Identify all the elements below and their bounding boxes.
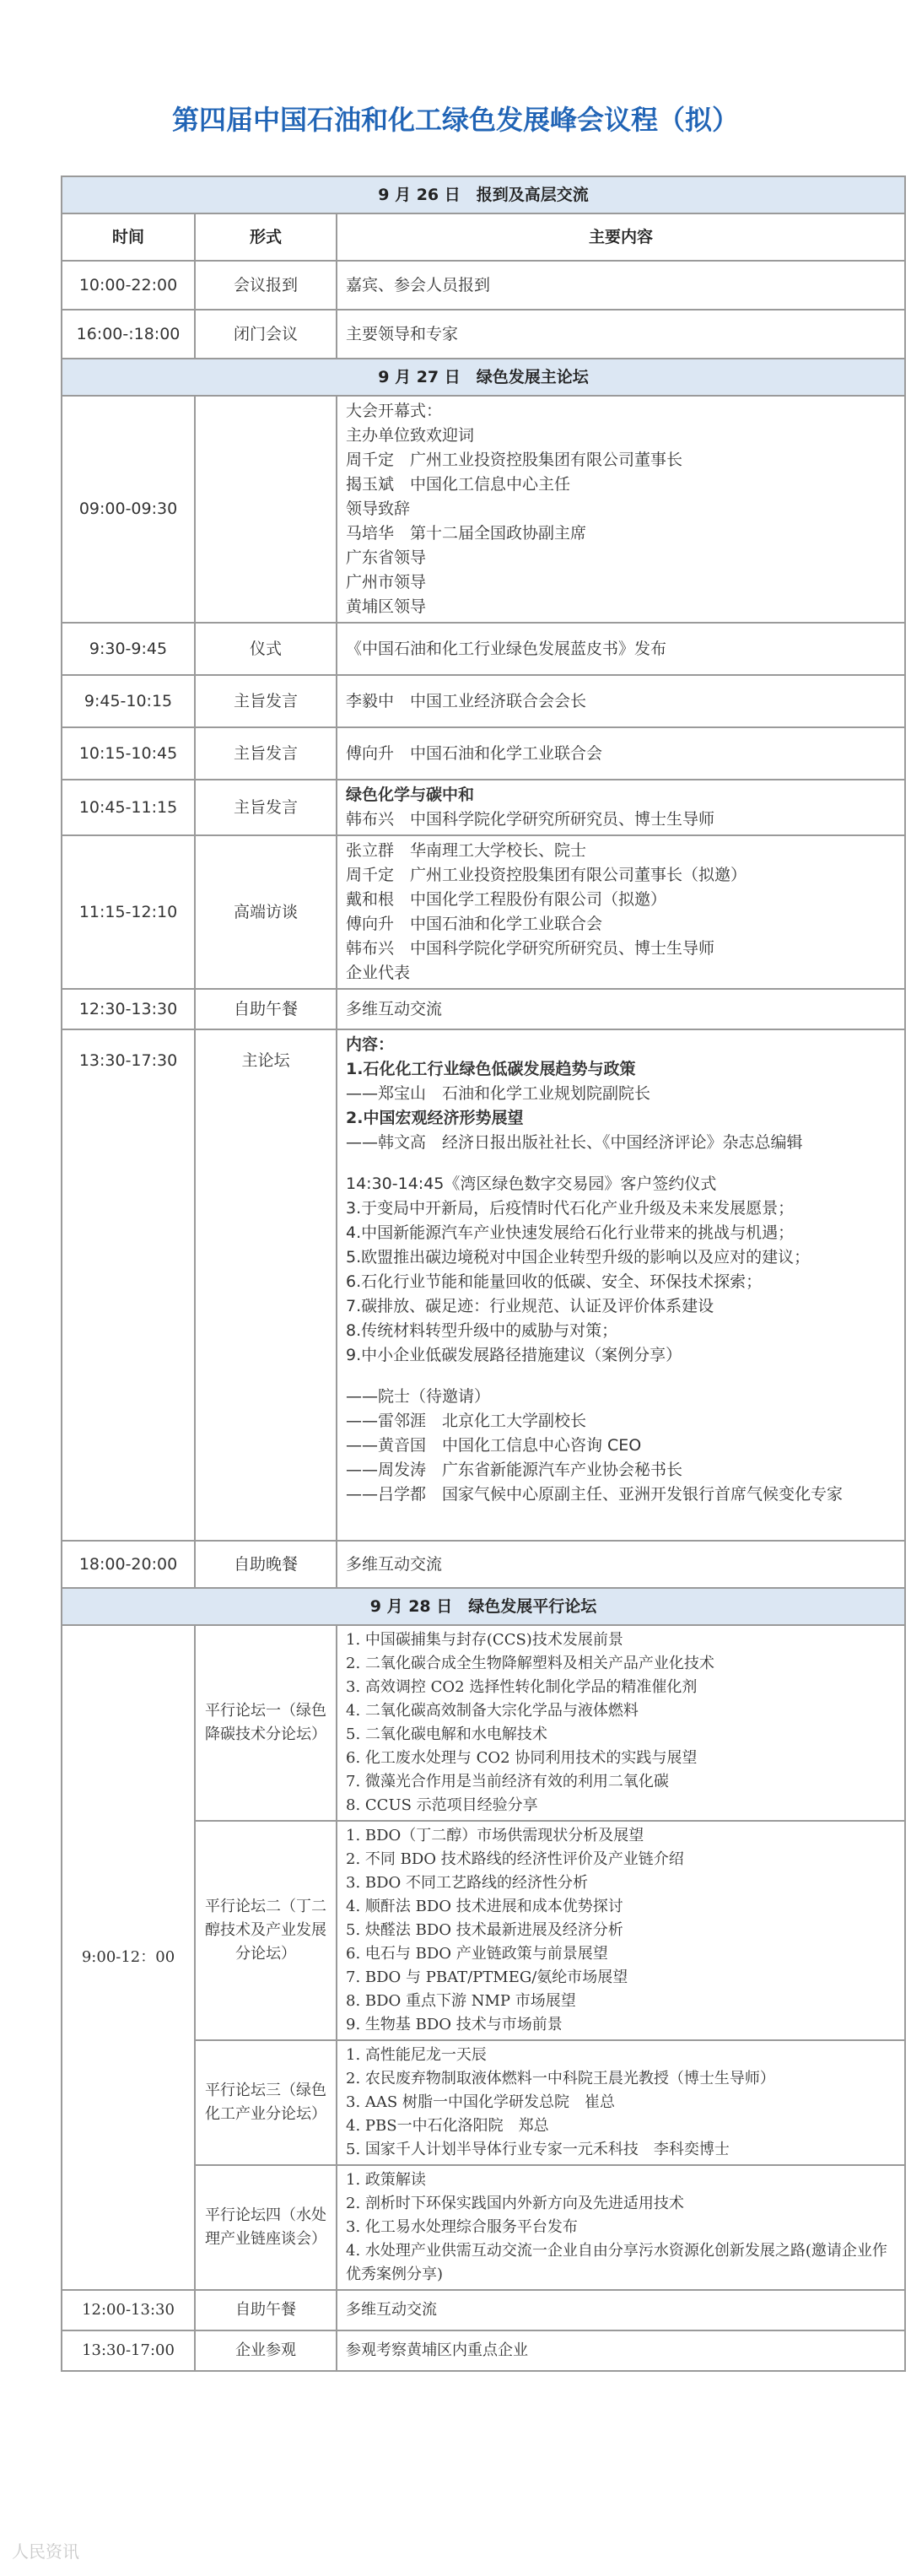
time-cell: 10:15-10:45 [62, 727, 195, 780]
content-line: 5.欧盟推出碳边境税对中国企业转型升级的影响以及应对的建议； [346, 1248, 811, 1266]
content-cell [337, 2330, 905, 2371]
content-cell [337, 261, 905, 310]
content-line: 广东省领导 [346, 548, 427, 567]
content-line: 1. 高性能尼龙一天辰 [346, 2046, 487, 2064]
type-cell: 高端访谈 [195, 835, 337, 989]
type-cell: 企业参观 [195, 2330, 337, 2371]
content-line: 6. 化工废水处理与 CO2 协同利用技术的实践与展望 [346, 1749, 698, 1767]
content-line: 7. 微藻光合作用是当前经济有效的利用二氧化碳 [346, 1773, 669, 1790]
content-line: 7. BDO 与 PBAT/PTMEG/氨纶市场展望 [346, 1968, 628, 1986]
type-cell: 自助午餐 [195, 2290, 337, 2330]
content-line: 傅向升 中国石油和化学工业联合会 [346, 743, 603, 763]
content-line: ——周发涛 广东省新能源汽车产业协会秘书长 [346, 1461, 683, 1479]
content-line: 1. BDO（丁二醇）市场供需现状分析及展望 [346, 1827, 644, 1844]
content-line: ——院士（待邀请） [346, 1387, 491, 1406]
content-line: 3. AAS 树脂一中国化学研发总院 崔总 [346, 2093, 615, 2111]
time-cell: 9:30-9:45 [62, 623, 195, 675]
type-cell: 主旨发言 [195, 727, 337, 780]
content-line: 4. 顺酐法 BDO 技术进展和成本优势探讨 [346, 1898, 623, 1915]
content-line: 1. 中国碳捕集与封存(CCS)技术发展前景 [346, 1631, 623, 1649]
content-line: 5. 国家千人计划半导体行业专家一元禾科技 李科奕博士 [346, 2141, 730, 2158]
content-cell [337, 675, 905, 727]
time-cell: 10:45-11:15 [62, 780, 195, 835]
forum-topics [346, 1033, 896, 1155]
time-cell: 12:30-13:30 [62, 989, 195, 1029]
type-cell: 主旨发言 [195, 780, 337, 835]
type-cell [195, 396, 337, 623]
content-line: 9. 生物基 BDO 技术与市场前景 [346, 2016, 563, 2033]
content-line: 2. 剖析时下环保实践国内外新方向及先进适用技术 [346, 2195, 684, 2212]
time-cell: 9:00-12：00 [62, 1625, 195, 2290]
content-line: 领导致辞 [346, 500, 411, 518]
type-cell: 自助晚餐 [195, 1541, 337, 1588]
type-cell: 自助午餐 [195, 989, 337, 1029]
table-row [62, 1625, 905, 1821]
table-row [62, 1541, 905, 1588]
table-row [62, 396, 905, 623]
day-heading: 9 月 26 日 报到及高层交流 [62, 176, 905, 213]
content-line: 多维互动交流 [346, 2301, 437, 2319]
type-cell: 平行论坛四（水处理产业链座谈会） [195, 2165, 337, 2290]
content-line: ——郑宝山 石油和化学工业规划院副院长 [346, 1084, 651, 1103]
forum-agenda [346, 1172, 896, 1368]
content-line: 2. 农民废弃物制取液体燃料一中科院王晨光教授（博士生导师） [346, 2070, 775, 2087]
time-cell: 9:45-10:15 [62, 675, 195, 727]
content-cell [337, 780, 905, 835]
content-line: 黄埔区领导 [346, 597, 427, 616]
content-line: 2.中国宏观经济形势展望 [346, 1109, 524, 1127]
type-cell: 平行论坛二（丁二醇技术及产业发展分论坛） [195, 1821, 337, 2040]
type-cell: 平行论坛一（绿色降碳技术分论坛） [195, 1625, 337, 1821]
content-line: 《中国石油和化工行业绿色发展蓝皮书》发布 [346, 639, 667, 658]
content-line: ——雷邻涯 北京化工大学副校长 [346, 1412, 587, 1430]
day-heading: 9 月 27 日 绿色发展主论坛 [62, 359, 905, 396]
content-line: 3. 高效调控 CO2 选择性转化制化学品的精准催化剂 [346, 1678, 698, 1696]
content-line: 周千定 广州工业投资控股集团有限公司董事长 [346, 451, 683, 469]
content-line: 马培华 第十二届全国政协副主席 [346, 524, 587, 543]
content-line: ——韩文高 经济日报出版社社长、《中国经济评论》杂志总编辑 [346, 1133, 803, 1152]
column-header-content: 主要内容 [337, 213, 905, 261]
content-line: 韩布兴 中国科学院化学研究所研究员、博士生导师 [346, 810, 715, 829]
content-line: 6. 电石与 BDO 产业链政策与前景展望 [346, 1945, 608, 1963]
content-line: 主办单位致欢迎词 [346, 426, 475, 445]
content-line: 多维互动交流 [346, 1554, 443, 1574]
day-heading: 9 月 28 日 绿色发展平行论坛 [62, 1588, 905, 1625]
content-line: 内容： [346, 1035, 395, 1054]
content-line: 2. 不同 BDO 技术路线的经济性评价及产业链介绍 [346, 1850, 684, 1868]
content-cell [337, 835, 905, 989]
content-cell [337, 310, 905, 359]
content-line: 8. BDO 重点下游 NMP 市场展望 [346, 1992, 576, 2010]
time-cell: 11:15-12:10 [62, 835, 195, 989]
content-line: 5. 二氧化碳电解和水电解技术 [346, 1725, 547, 1743]
column-header-row [62, 213, 905, 261]
content-line: 3. BDO 不同工艺路线的经济性分析 [346, 1874, 589, 1892]
content-line: 4.中国新能源汽车产业快速发展给石化行业带来的挑战与机遇； [346, 1223, 795, 1242]
type-cell: 主旨发言 [195, 675, 337, 727]
table-row [62, 2290, 905, 2330]
table-row [62, 1029, 905, 1541]
table-row [62, 989, 905, 1029]
content-cell [337, 2040, 905, 2165]
time-cell: 10:00-22:00 [62, 261, 195, 310]
content-line: 7.碳排放、碳足迹：行业规范、认证及评价体系建设 [346, 1297, 714, 1315]
type-cell: 会议报到 [195, 261, 337, 310]
day-header [62, 1588, 905, 1625]
content-cell [337, 1625, 905, 1821]
content-line: 3.于变局中开新局，后疫情时代石化产业升级及未来发展愿景； [346, 1199, 795, 1218]
content-cell [337, 2165, 905, 2290]
watermark-logo: 人民资讯 [12, 2541, 79, 2562]
content-line: 2. 二氧化碳合成全生物降解塑料及相关产品产业化技术 [346, 1655, 714, 1672]
content-line: 李毅中 中国工业经济联合会会长 [346, 691, 587, 710]
content-cell [337, 989, 905, 1029]
content-line: 嘉宾、参会人员报到 [346, 275, 491, 294]
content-line: 韩布兴 中国科学院化学研究所研究员、博士生导师 [346, 939, 715, 958]
forum-speakers [346, 1385, 896, 1507]
table-row [62, 261, 905, 310]
content-cell [337, 2290, 905, 2330]
table-row [62, 623, 905, 675]
content-line: 主要领导和专家 [346, 324, 459, 343]
content-line: 1.石化化工行业绿色低碳发展趋势与政策 [346, 1060, 636, 1078]
content-line: ——黄音国 中国化工信息中心咨询 CEO [346, 1436, 642, 1455]
content-line: 4. 二氧化碳高效制备大宗化学品与液体燃料 [346, 1702, 639, 1720]
content-line: 8.传统材料转型升级中的威胁与对策； [346, 1321, 618, 1340]
content-cell [337, 396, 905, 623]
content-line: 1. 政策解读 [346, 2171, 426, 2189]
type-cell: 闭门会议 [195, 310, 337, 359]
content-line: 广州市领导 [346, 573, 427, 591]
content-line: 大会开幕式： [346, 402, 443, 420]
content-line: 14:30-14:45《湾区绿色数字交易园》客户签约仪式 [346, 1175, 717, 1193]
type-cell: 主论坛 [195, 1029, 337, 1541]
content-line: 8. CCUS 示范项目经验分享 [346, 1796, 538, 1814]
content-line: 周千定 广州工业投资控股集团有限公司董事长（拟邀） [346, 866, 747, 884]
content-line: 9.中小企业低碳发展路径措施建议（案例分享） [346, 1346, 682, 1364]
time-cell: 09:00-09:30 [62, 396, 195, 623]
column-header-type: 形式 [195, 213, 337, 261]
table-row [62, 727, 905, 780]
content-cell [337, 1821, 905, 2040]
type-cell: 仪式 [195, 623, 337, 675]
content-line: 3. 化工易水处理综合服务平台发布 [346, 2218, 578, 2236]
content-line: 企业代表 [346, 964, 411, 982]
content-cell [337, 1541, 905, 1588]
content-line: ——吕学都 国家气候中心原副主任、亚洲开发银行首席气候变化专家 [346, 1485, 844, 1504]
content-cell [337, 623, 905, 675]
content-line: 多维互动交流 [346, 999, 443, 1018]
time-cell: 16:00-:18:00 [62, 310, 195, 359]
table-row [62, 780, 905, 835]
table-row [62, 2330, 905, 2371]
page-title: 第四届中国石油和化工绿色发展峰会议程（拟） [171, 104, 739, 136]
content-line: 4. 水处理产业供需互动交流一企业自由分享污水资源化创新发展之路(邀请企业作优秀案例分享) [346, 2242, 887, 2283]
time-cell: 13:30-17:00 [62, 2330, 195, 2371]
content-line: 揭玉斌 中国化工信息中心主任 [346, 475, 571, 494]
time-cell: 18:00-20:00 [62, 1541, 195, 1588]
agenda-table [61, 176, 906, 2372]
content-line: 6.石化行业节能和能量回收的低碳、安全、环保技术探索； [346, 1272, 763, 1291]
content-line: 参观考察黄埔区内重点企业 [346, 2341, 528, 2359]
content-cell [337, 727, 905, 780]
content-line: 绿色化学与碳中和 [346, 786, 475, 804]
day-header [62, 176, 905, 213]
day-header [62, 359, 905, 396]
column-header-time: 时间 [62, 213, 195, 261]
table-row [62, 675, 905, 727]
table-row [62, 835, 905, 989]
table-row [62, 310, 905, 359]
content-line: 傅向升 中国石油和化学工业联合会 [346, 915, 603, 933]
content-cell [337, 1029, 905, 1541]
type-cell: 平行论坛三（绿色化工产业分论坛） [195, 2040, 337, 2165]
time-cell: 12:00-13:30 [62, 2290, 195, 2330]
content-line: 5. 炔醛法 BDO 技术最新进展及经济分析 [346, 1921, 623, 1939]
content-line: 4. PBS一中石化洛阳院 郑总 [346, 2117, 549, 2135]
time-cell: 13:30-17:30 [62, 1029, 195, 1541]
content-line: 戴和根 中国化学工程股份有限公司（拟邀） [346, 890, 667, 909]
content-line: 张立群 华南理工大学校长、院士 [346, 841, 587, 860]
